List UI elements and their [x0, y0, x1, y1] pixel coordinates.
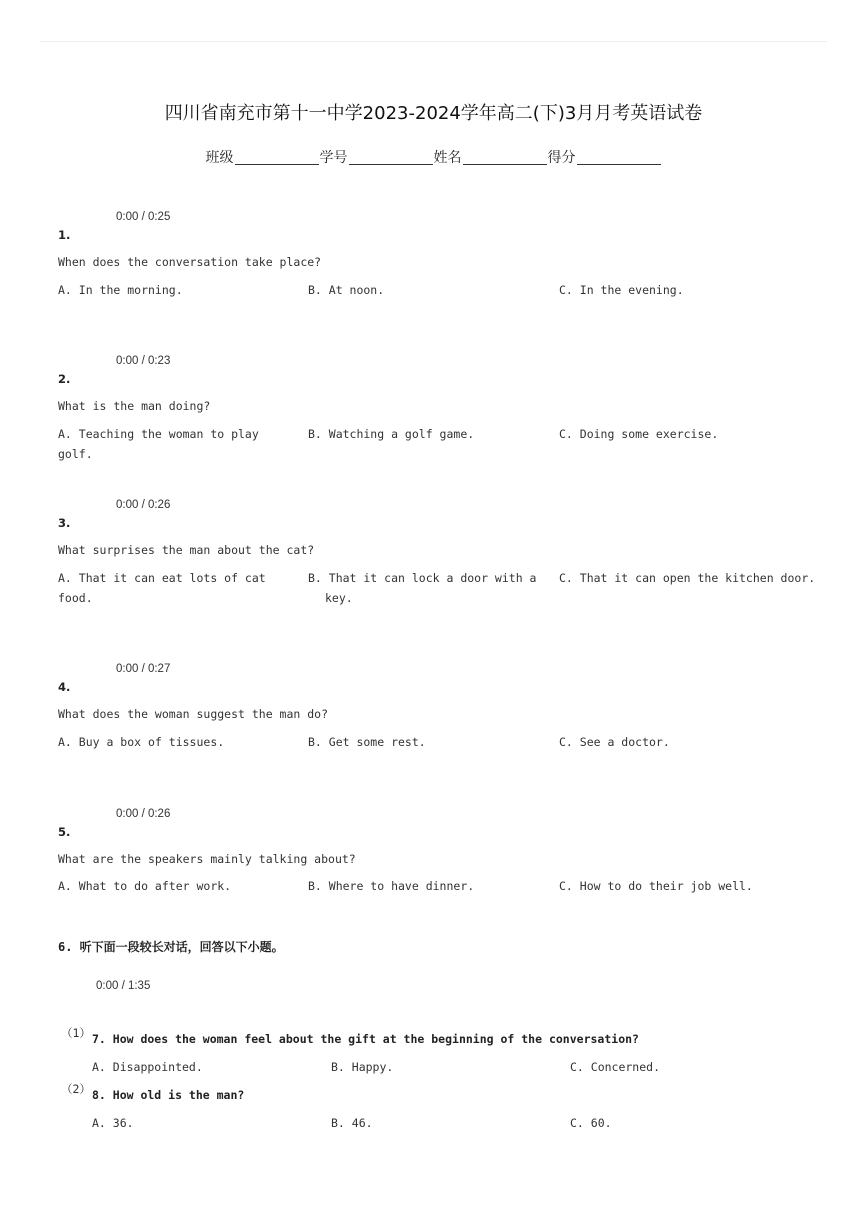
subquestion-text: 8. How old is the man?	[92, 1088, 245, 1102]
name-label: 姓名	[433, 150, 462, 166]
subquestion-marker: （2）	[61, 1082, 91, 1096]
option-c[interactable]: C. Doing some exercise.	[559, 427, 719, 441]
option-b[interactable]	[308, 568, 548, 608]
score-label: 得分	[547, 150, 576, 166]
option-c[interactable]: C. See a doctor.	[559, 735, 670, 749]
student-id-blank[interactable]	[349, 150, 433, 165]
option-b-line1: B. That it can lock a door with a	[308, 571, 537, 585]
option-a[interactable]: A. Disappointed.	[92, 1060, 203, 1074]
class-blank[interactable]	[235, 150, 319, 165]
question-text: When does the conversation take place?	[58, 255, 322, 269]
option-a[interactable]: A. Buy a box of tissues.	[58, 735, 225, 749]
option-a[interactable]: A. What to do after work.	[58, 879, 232, 893]
student-id-label: 学号	[319, 150, 348, 166]
name-blank[interactable]	[463, 150, 547, 165]
subquestion-marker: （1）	[61, 1026, 91, 1040]
audio-player-section-6[interactable]: 0:00 / 1:35	[96, 980, 151, 992]
top-divider	[40, 41, 827, 42]
option-c[interactable]: C. That it can open the kitchen door.	[559, 571, 816, 585]
option-a[interactable]: A. Teaching the woman to play golf.	[58, 427, 259, 461]
option-c[interactable]: C. In the evening.	[559, 283, 684, 297]
option-b[interactable]: B. 46.	[331, 1116, 373, 1130]
audio-player-q1[interactable]: 0:00 / 0:25	[116, 211, 171, 223]
question-number: 5.	[58, 825, 71, 839]
audio-player-q5[interactable]: 0:00 / 0:26	[116, 808, 171, 820]
option-c[interactable]: C. How to do their job well.	[559, 879, 753, 893]
audio-player-q4[interactable]: 0:00 / 0:27	[116, 663, 171, 675]
option-b[interactable]: B. Happy.	[331, 1060, 394, 1074]
question-text: What does the woman suggest the man do?	[58, 707, 329, 721]
option-b[interactable]: B. Where to have dinner.	[308, 879, 475, 893]
option-b[interactable]: B. Get some rest.	[308, 735, 426, 749]
option-c[interactable]: C. 60.	[570, 1116, 612, 1130]
option-b-line2: key.	[325, 591, 353, 605]
subquestion-text: 7. How does the woman feel about the gift at the beginning of the conversation?	[92, 1032, 639, 1046]
score-blank[interactable]	[577, 150, 661, 165]
question-number: 2.	[58, 372, 71, 386]
option-b[interactable]: B. At noon.	[308, 283, 385, 297]
option-a[interactable]: A. In the morning.	[58, 283, 183, 297]
question-number: 4.	[58, 680, 71, 694]
question-number: 1.	[58, 228, 71, 242]
page-title: 四川省南充市第十一中学2023-2024学年高二(下)3月月考英语试卷	[164, 103, 703, 124]
question-text: What are the speakers mainly talking about?	[58, 852, 356, 866]
student-info-line	[0, 147, 867, 167]
question-text: What is the man doing?	[58, 399, 211, 413]
question-text: What surprises the man about the cat?	[58, 543, 315, 557]
section-6-title: 6. 听下面一段较长对话，回答以下小题。	[58, 940, 284, 954]
question-number: 3.	[58, 516, 71, 530]
option-a[interactable]: A. 36.	[92, 1116, 134, 1130]
audio-player-q3[interactable]: 0:00 / 0:26	[116, 499, 171, 511]
class-label: 班级	[205, 150, 234, 166]
option-c[interactable]: C. Concerned.	[570, 1060, 661, 1074]
option-b[interactable]: B. Watching a golf game.	[308, 427, 475, 441]
audio-player-q2[interactable]: 0:00 / 0:23	[116, 355, 171, 367]
option-a[interactable]: A. That it can eat lots of cat food.	[58, 571, 266, 605]
